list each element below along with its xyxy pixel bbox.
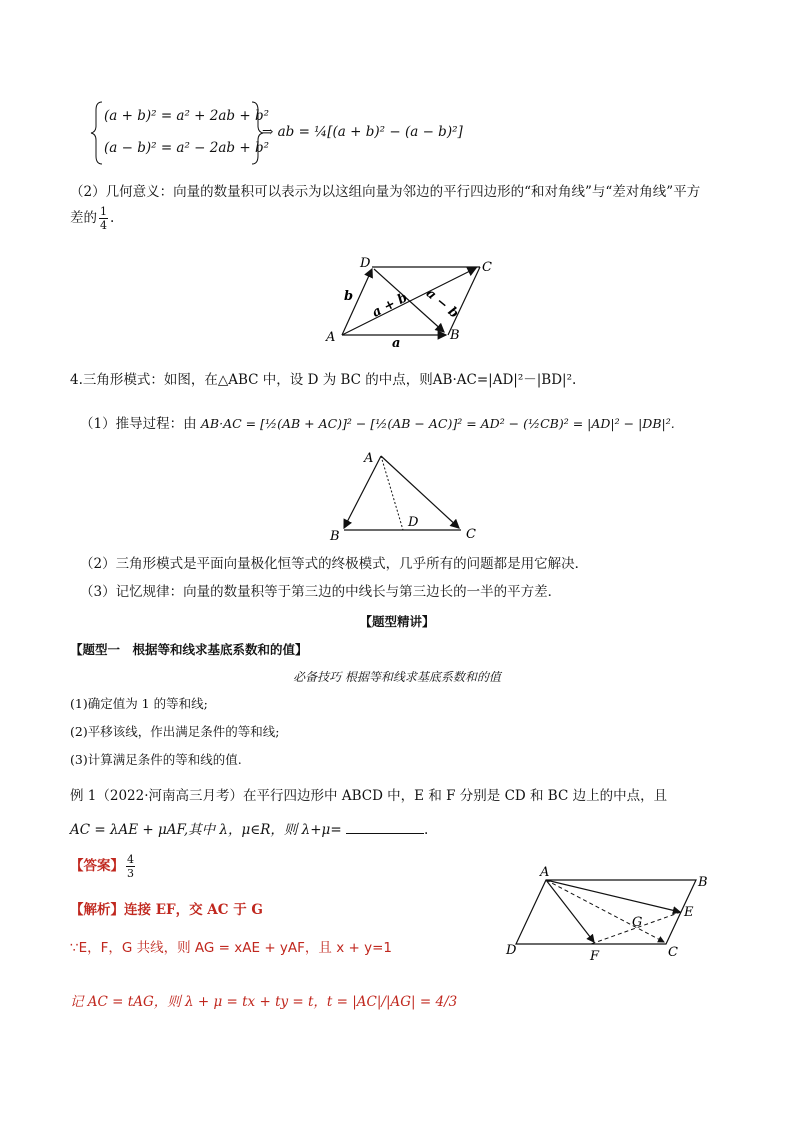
- triangle-figure: [320, 448, 490, 548]
- derivation-formula: AB·AC = [½(AB + AC)]² − [½(AB − AC)]² = AD² − (½CB)² = |AD|² − |DB|².: [200, 416, 675, 431]
- example1-formula-line: [70, 818, 428, 838]
- answer-line: [70, 854, 137, 879]
- note-2: （2）三角形模式是平面向量极化恒等式的终极模式，几乎所有的问题都是用它解决．: [80, 556, 589, 572]
- formula-block: [92, 98, 472, 168]
- frac-denominator: 4: [100, 219, 107, 232]
- type1-title: 【题型一 根据等和线求基底系数和的值】: [70, 642, 308, 657]
- derivation-line: [80, 412, 675, 432]
- answer-blank: [346, 821, 424, 834]
- parallelogram-figure: [320, 255, 520, 355]
- analysis-line-3: [70, 990, 457, 1010]
- label-sum: a + b: [369, 290, 411, 321]
- edge-bc: [448, 267, 480, 335]
- label-A: A: [326, 330, 336, 345]
- step-2: (2)平移该线，作出满足条件的等和线;: [70, 724, 280, 739]
- frac-numerator: 1: [100, 205, 107, 218]
- formula-implies: ⇒ ab = ¼[(a + b)² − (a − b)²]: [262, 124, 463, 140]
- median-ad: [381, 456, 403, 530]
- label-A2: A: [364, 451, 374, 466]
- label-E3: E: [684, 905, 694, 920]
- step-3: (3)计算满足条件的等和线的值.: [70, 752, 242, 767]
- label-C: C: [482, 260, 492, 275]
- label-b: b: [344, 289, 354, 304]
- answer-denominator: 3: [127, 867, 134, 880]
- label-G3: G: [632, 915, 643, 930]
- analysis-line-1: [70, 898, 263, 918]
- vec-ac: [546, 880, 664, 942]
- label-B: B: [450, 328, 460, 343]
- label-C2: C: [466, 527, 476, 542]
- label-A3: A: [540, 865, 550, 880]
- label-B3: B: [698, 875, 708, 890]
- label-F3: F: [590, 949, 600, 964]
- example1-end: .: [423, 822, 429, 838]
- label-D3: D: [506, 943, 517, 958]
- answer-numerator: 4: [127, 853, 134, 866]
- analysis-line-2: [70, 936, 392, 956]
- analysis-text-1: 连接 EF，交 AC 于 G: [124, 902, 263, 918]
- analysis-text-2: ∵E，F，G 共线，则 AG = xAE + yAF，且 x + y=1: [70, 940, 392, 956]
- label-diff: a − b: [422, 286, 462, 322]
- geometry-text-1: （2）几何意义：向量的数量积可以表示为以这组向量为邻边的平行四边形的“和对角线”与“差对角线”平方: [70, 184, 701, 200]
- step-1: (1)确定值为 1 的等和线;: [70, 696, 208, 711]
- analysis-text-3: 记 AC = tAG，则 λ + μ = tx + ty = t，t = |AC|/|AG| = 4/3: [70, 994, 458, 1010]
- label-B2: B: [330, 529, 340, 544]
- label-D: D: [360, 256, 371, 271]
- quarter-fraction: [99, 206, 108, 231]
- label-a: a: [392, 336, 401, 351]
- edge-ab: [344, 456, 381, 528]
- skill-title: 必备技巧 根据等和线求基底系数和的值: [293, 670, 501, 684]
- note-3: （3）记忆规律：向量的数量积等于第三边的中线长与第三边长的一半的平方差．: [80, 584, 562, 600]
- formula-line-1: (a + b)² = a² + 2ab + b²: [104, 108, 270, 124]
- parallelogram-abcd: [516, 880, 696, 944]
- derivation-label: （1）推导过程：由: [80, 416, 197, 432]
- edge-ac: [381, 456, 459, 528]
- analysis-label: 【解析】: [70, 902, 124, 918]
- label-D2: D: [408, 515, 419, 530]
- section4-title: 4.三角形模式：如图，在△ABC 中，设 D 为 BC 的中点，则AB·AC=|AD|²－|BD|².: [70, 372, 577, 388]
- example1-text: 例 1（2022·河南高三月考）在平行四边形中 ABCD 中，E 和 F 分别是 CD 和 BC 边上的中点，且: [70, 788, 668, 804]
- geometry-text-prefix: 差的: [70, 210, 97, 226]
- formula-line-2: (a − b)² = a² − 2ab + b²: [104, 140, 270, 156]
- example-figure: [506, 865, 720, 966]
- label-C3: C: [668, 945, 678, 960]
- answer-label: 【答案】: [70, 858, 124, 874]
- geometry-text-2: [70, 206, 114, 231]
- vec-ae: [546, 880, 680, 912]
- section-heading: 【题型精讲】: [359, 614, 435, 629]
- answer-fraction: [126, 854, 135, 879]
- example1-formula: AC = λAE + μAF,其中 λ，μ∈R，则 λ+μ=: [70, 822, 342, 838]
- geometry-text-end: .: [110, 210, 115, 226]
